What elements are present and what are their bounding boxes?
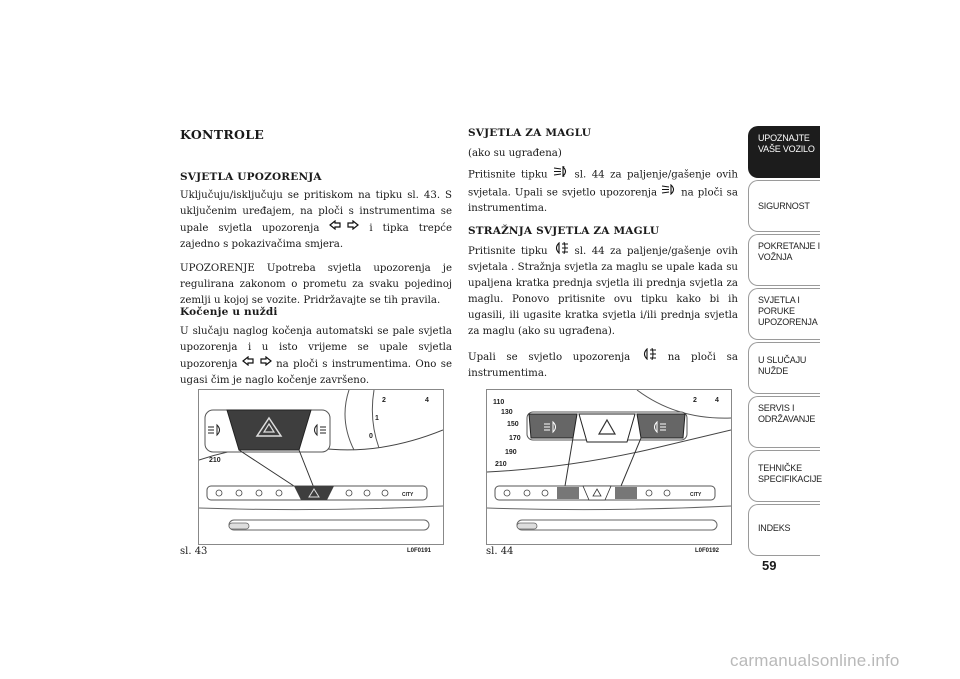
- rear-fog-light-icon: [641, 348, 657, 366]
- city-label: CITY: [402, 492, 414, 498]
- speed-label-210: 210: [209, 457, 221, 464]
- figure-43-caption: sl. 43: [180, 546, 208, 557]
- side-tab-label: SIGURNOST: [758, 201, 810, 211]
- page-number: 59: [762, 558, 777, 573]
- side-tab-servis[interactable]: [748, 396, 820, 448]
- front-fog-light-icon: [553, 166, 569, 183]
- hazard-para1-text: Uključuju/isključuju se pritiskom na tipku sl. 43. S uključenim uređajem, na ploči s instrumentima se upale svjetla upozorenja: [180, 190, 452, 234]
- side-tab-label: SERVIS I ODRŽAVANJE: [758, 403, 816, 424]
- side-tab-label: U SLUČAJU NUŽDE: [758, 355, 807, 376]
- braking-para: [180, 324, 452, 389]
- side-tab-label: UPOZNAJTE VAŠE VOZILO: [758, 133, 815, 154]
- fog-para: [468, 166, 738, 217]
- rpm-label-0: 0: [369, 433, 373, 440]
- rpm-label-2: 2: [693, 397, 697, 404]
- fog-body: [468, 146, 738, 225]
- rear-fog-text-d: na ploči sa instrumentima.: [468, 352, 738, 379]
- hazard-body: [180, 188, 452, 317]
- side-tab-nuzde[interactable]: [748, 342, 820, 394]
- rear-fog-text-c: Upali se svjetlo upozorenja: [468, 352, 631, 363]
- rear-fog-title: STRAŽNJA SVJETLA ZA MAGLU: [468, 225, 660, 237]
- fog-text-c: na ploči sa instrumentima.: [468, 187, 738, 214]
- hazard-para1: [180, 188, 452, 253]
- side-tab-pokretanje[interactable]: [748, 234, 820, 286]
- side-tab-indeks[interactable]: [748, 504, 820, 556]
- figure-fog-buttons: [486, 389, 732, 545]
- figure-43-code: L0F0191: [407, 548, 432, 554]
- turn-signal-arrows-icon: [329, 220, 359, 236]
- side-tab-label: POKRETANJE I VOŽNJA: [758, 241, 820, 262]
- side-tab-label: INDEKS: [758, 523, 791, 533]
- rear-fog-para1: [468, 242, 738, 340]
- rpm-label-2: 2: [382, 397, 386, 404]
- fog-text-b: sl. 44 za paljenje/gašenje ovih svjetala. Upali se svjetlo upozorenja: [468, 169, 738, 198]
- speed-label-150: 150: [507, 421, 519, 428]
- figure-hazard-button: [198, 389, 444, 545]
- fog-subtitle: (ako su ugrađena): [468, 148, 562, 159]
- rpm-label-1: 1: [375, 415, 379, 422]
- rear-fog-light-icon: [553, 242, 569, 260]
- figure-44-code: L0F0192: [695, 548, 720, 554]
- braking-title: Kočenje u nuždi: [180, 306, 278, 318]
- side-tab-sigurnost[interactable]: [748, 180, 820, 232]
- speed-label-170: 170: [509, 435, 521, 442]
- rear-fog-text-b: sl. 44 za paljenje/gašenje ovih svjetala . Stražnja svjetla za maglu se upale kada su upaljena kratka prednja svjetla ili prednja svjetla za maglu. Ponovo pritisnite ovu tipku kako bi ih ugasili, ili ugasite kratka svjetla i/ili prednja svjetla za maglu (ako su ugrađena).: [468, 246, 738, 337]
- speed-label-110: 110: [493, 399, 505, 406]
- dashboard-illustration-44: [487, 390, 731, 544]
- braking-text-b: na ploči s instrumentima. Ono se ugasi čim je naglo kočenje završeno.: [180, 359, 452, 386]
- dashboard-illustration-43: [199, 390, 443, 544]
- side-tab-tehnicke[interactable]: [748, 450, 820, 502]
- page-heading: KONTROLE: [180, 127, 265, 142]
- fog-text-a: Pritisnite tipku: [468, 169, 548, 181]
- hazard-para1-text-b: i tipka trepće zajedno s pokazivačima smjera.: [180, 223, 452, 250]
- front-fog-light-icon: [661, 184, 677, 201]
- hazard-para2: UPOZORENJE Upotreba svjetla upozorenja je regulirana zakonom o prometu za svaku pojedinoj zemlji u kojoj se vozite. Pridržavajte se tih pravila.: [180, 263, 452, 306]
- speed-label-210: 210: [495, 461, 507, 468]
- speed-label-190: 190: [505, 449, 517, 456]
- side-tab-label: SVJETLA I PORUKE UPOZORENJA: [758, 295, 818, 327]
- side-tab-upoznajte[interactable]: [748, 126, 820, 178]
- city-label: CITY: [690, 492, 702, 498]
- rear-fog-text-a: Pritisnite tipku: [468, 246, 548, 257]
- speed-label-130: 130: [501, 409, 513, 416]
- rpm-label-4: 4: [425, 397, 429, 404]
- fog-title: SVJETLA ZA MAGLU: [468, 127, 592, 139]
- hazard-title: SVJETLA UPOZORENJA: [180, 171, 322, 183]
- side-tab-svjetla[interactable]: [748, 288, 820, 340]
- turn-signal-arrows-icon: [242, 356, 272, 372]
- braking-text-a: U slučaju naglog kočenja automatski se pale svjetla upozorenja i u isto vrijeme se upale svjetla upozorenja: [180, 326, 452, 370]
- rpm-label-4: 4: [715, 397, 719, 404]
- figure-44-caption: sl. 44: [486, 546, 514, 557]
- braking-body: [180, 324, 452, 397]
- rear-fog-body: [468, 242, 738, 390]
- watermark: carmanualsonline.info: [730, 651, 900, 670]
- rear-fog-para2: [468, 348, 738, 382]
- side-tab-label: TEHNIČKE SPECIFIKACIJE: [758, 463, 822, 484]
